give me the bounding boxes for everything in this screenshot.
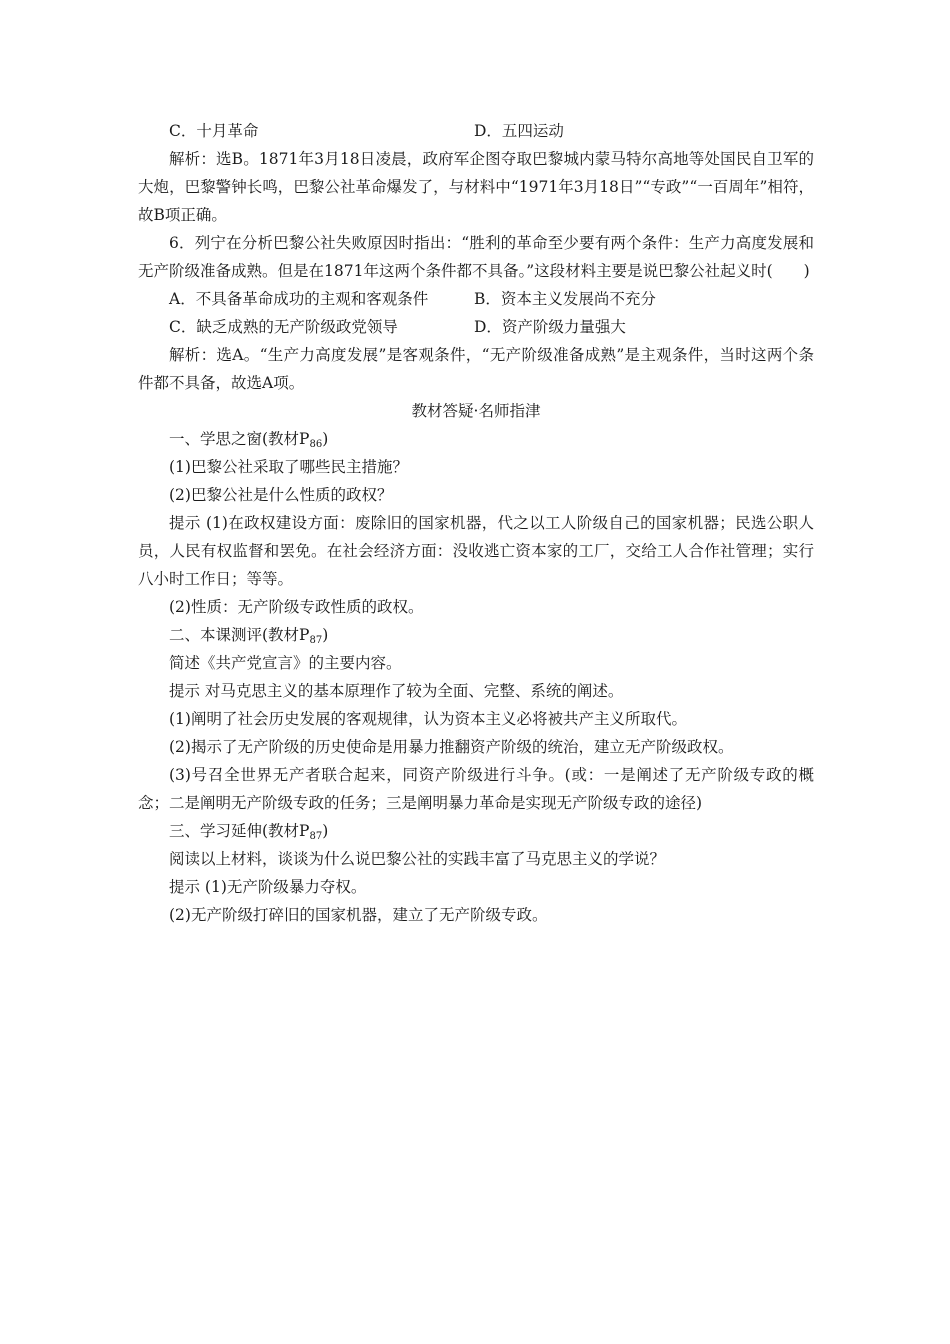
q6-options-row-2 [138,313,814,341]
part2-heading-text: 二、本课测评(教材P [169,626,310,644]
part1-heading-end: ) [322,430,329,448]
part2-point-3: (3)号召全世界无产者联合起来，同资产阶级进行斗争。(或：一是阐述了无产阶级专政的概念；二是阐明无产阶级专政的任务；三是阐明暴力革命是实现无产阶级专政的途径) [138,766,814,812]
part2-heading-page: 87 [309,635,323,646]
part3-heading [138,817,814,845]
part1-answer-1: 提示 (1)在政权建设方面：废除旧的国家机器，代之以工人阶级自己的国家机器；民选公职人员，人民有权监督和罢免。在社会经济方面：没收逃亡资本家的工厂，交给工人合作社管理；实行八小时工作日；等等。 [138,514,814,588]
q5-option-c: C．十月革命 [169,122,259,140]
part1-question-1: (1)巴黎公社采取了哪些民主措施？ [169,458,408,476]
q5-options-row [138,117,814,145]
q6-option-a: A．不具备革命成功的主观和客观条件 [169,290,429,308]
part2-hint: 提示 对马克思主义的基本原理作了较为全面、完整、系统的阐述。 [169,682,624,700]
q6-option-b: B．资本主义发展尚不充分 [474,290,656,308]
part3-question: 阅读以上材料，谈谈为什么说巴黎公社的实践丰富了马克思主义的学说？ [169,850,666,868]
q5-analysis: 解析：选B。1871年3月18日凌晨，政府军企图夺取巴黎城内蒙马特尔高地等处国民自卫军的大炮，巴黎警钟长鸣，巴黎公社革命爆发了，与材料中“1971年3月18日”“专政”“一百周年”相符，故B项正确。 [138,150,814,224]
q5-option-d: D．五四运动 [474,122,564,140]
part3-heading-text: 三、学习延伸(教材P [169,822,310,840]
part3-heading-end: ) [322,822,329,840]
part2-point-2: (2)揭示了无产阶级的历史使命是用暴力推翻资产阶级的统治，建立无产阶级政权。 [169,738,734,756]
part3-heading-page: 87 [309,831,323,842]
q6-option-c: C．缺乏成熟的无产阶级政党领导 [169,318,398,336]
document-body [138,117,814,929]
q6-stem: 6．列宁在分析巴黎公社失败原因时指出：“胜利的革命至少要有两个条件：生产力高度发展和无产阶级准备成熟。但是在1871年这两个条件都不具备。”这段材料主要是说巴黎公社起义时( ) [138,234,814,280]
part3-hint: 提示 (1)无产阶级暴力夺权。 [169,878,367,896]
part1-question-2: (2)巴黎公社是什么性质的政权？ [169,486,393,504]
q6-analysis: 解析：选A。“生产力高度发展”是客观条件，“无产阶级准备成熟”是主观条件，当时这两个条件都不具备，故选A项。 [138,346,814,392]
part1-heading-text: 一、学思之窗(教材P [169,430,310,448]
section-title: 教材答疑·名师指津 [411,402,541,420]
part3-point-2: (2)无产阶级打碎旧的国家机器，建立了无产阶级专政。 [169,906,548,924]
q6-options-row-1 [138,285,814,313]
q6-option-d: D．资产阶级力量强大 [474,318,626,336]
part2-question: 简述《共产党宣言》的主要内容。 [169,654,402,672]
part1-answer-2: (2)性质：无产阶级专政性质的政权。 [169,598,424,616]
part1-heading [138,425,814,453]
part2-heading [138,621,814,649]
part1-heading-page: 86 [309,439,323,450]
part2-point-1: (1)阐明了社会历史发展的客观规律，认为资本主义必将被共产主义所取代。 [169,710,687,728]
part2-heading-end: ) [322,626,329,644]
